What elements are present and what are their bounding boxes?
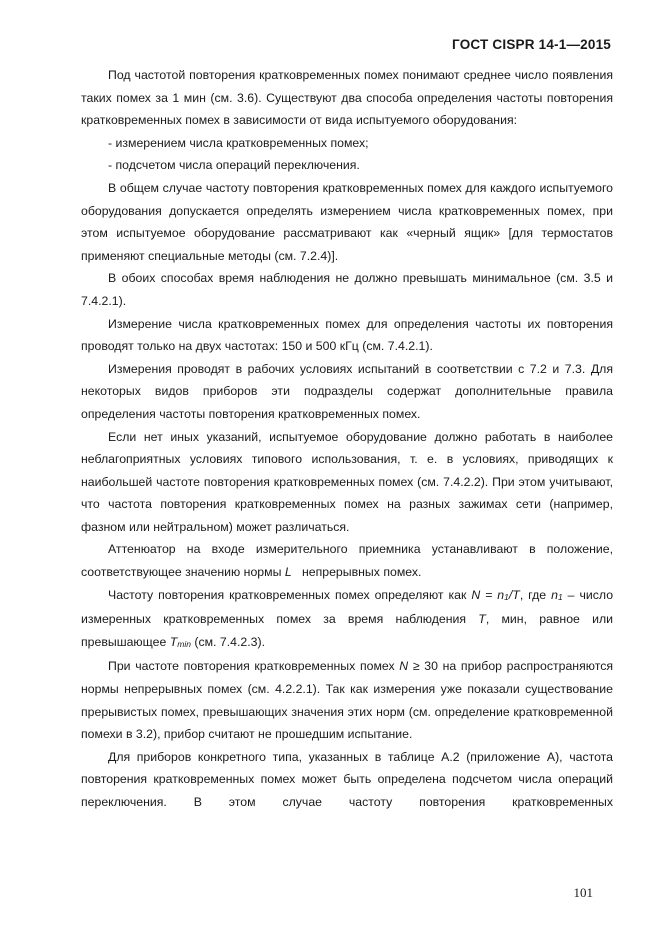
text-segment: , где (519, 587, 547, 602)
formula-subscript: 1 (504, 591, 509, 602)
text-segment: ≥ 30 на прибор распространяются нормы непрерывных помех (см. 4.2.2.1). Так как измерения уже показали существование прерывистых помех, превышающих значения этих норм (см. определение кратковременной помехи в 3.2), прибор считают не прошедшим испытание. (81, 659, 614, 742)
paragraph: Под частотой повторения кратковременных помех понимают среднее число появления таких помех за 1 мин (см. 3.6). Существуют два способа определения частоты повторения кратковременных помех в зависимости от вида испытуемого оборудования: (81, 68, 613, 128)
paragraph: Если нет иных указаний, испытуемое оборудование должно работать в наиболее неблагоприятных условиях типового использования, т. е. в условиях, приводящих к наибольшей частоте повторения кратковременных помех (см. 7.4.2.2). При этом учитывают, что частота повторения кратковременных помех на разных зажимах сети (например, фазном или нейтральном) может различаться. (81, 429, 613, 534)
text-segment: Частоту повторения кратковременных помех определяют как (108, 587, 467, 602)
symbol-T-base: T (169, 634, 178, 649)
page-number: 101 (573, 885, 593, 900)
formula-denominator: /T (508, 587, 520, 602)
document-body (81, 64, 613, 814)
symbol-N: N (399, 659, 409, 674)
list-item: - измерением числа кратковременных помех; (108, 135, 369, 150)
paragraph: В общем случае частоту повторения кратковременных помех для каждого испытуемого оборудования допускается определять измерением числа кратковременных помех, при этом испытуемое оборудование рассматривают как «черный ящик» [для термостатов применяют специальные методы (см. 7.2.4)]. (81, 180, 613, 263)
symbol-Tmin (170, 635, 191, 649)
text-segment: , мин, равное или превышающее (81, 612, 614, 649)
symbol-T: T (478, 612, 486, 627)
symbol-L: L (284, 565, 292, 580)
symbol-n1 (551, 588, 563, 602)
paragraph: Измерение числа кратковременных помех для определения частоты их повторения проводят только на двух частотах: 150 и 500 кГц (см. 7.4.2.1). (81, 316, 613, 354)
paragraph (81, 538, 613, 583)
list-item: - подсчетом числа операций переключения. (108, 158, 360, 173)
text-segment: Аттенюатор на входе измерительного приемника устанавливают в положение, соответствующее значению нормы (81, 542, 613, 580)
symbol-n: n (551, 587, 558, 602)
text-segment: (см. 7.4.2.3). (194, 634, 266, 649)
text-segment: непрерывных помех. (301, 565, 422, 580)
paragraph: Для приборов конкретного типа, указанных в таблице А.2 (приложение А), частота повторения кратковременных помех может быть определена подсчетом числа операций переключения. В этом случае частоту повторения кратковременных (81, 749, 613, 809)
text-segment: При частоте повторения кратковременных помех (108, 659, 395, 674)
paragraph: В обоих способах время наблюдения не должно превышать минимальное (см. 3.5 и 7.4.2.1). (81, 271, 613, 308)
paragraph: Измерения проводят в рабочих условиях испытаний в соответствии с 7.2 и 7.3. Для некоторых видов приборов эти подразделы содержат дополнительные правила определения частоты повторения кратковременных помех. (81, 361, 613, 421)
formula-lhs: N = n (471, 587, 505, 602)
paragraph (81, 584, 613, 656)
formula (471, 588, 519, 602)
paragraph (81, 655, 613, 745)
text-segment: – число измеренных кратковременных помех за время наблюдения (81, 587, 614, 627)
symbol-n-subscript: 1 (557, 591, 563, 602)
symbol-T-subscript: min (177, 638, 191, 649)
document-header: ГОСТ CISPR 14-1—2015 (452, 37, 611, 52)
